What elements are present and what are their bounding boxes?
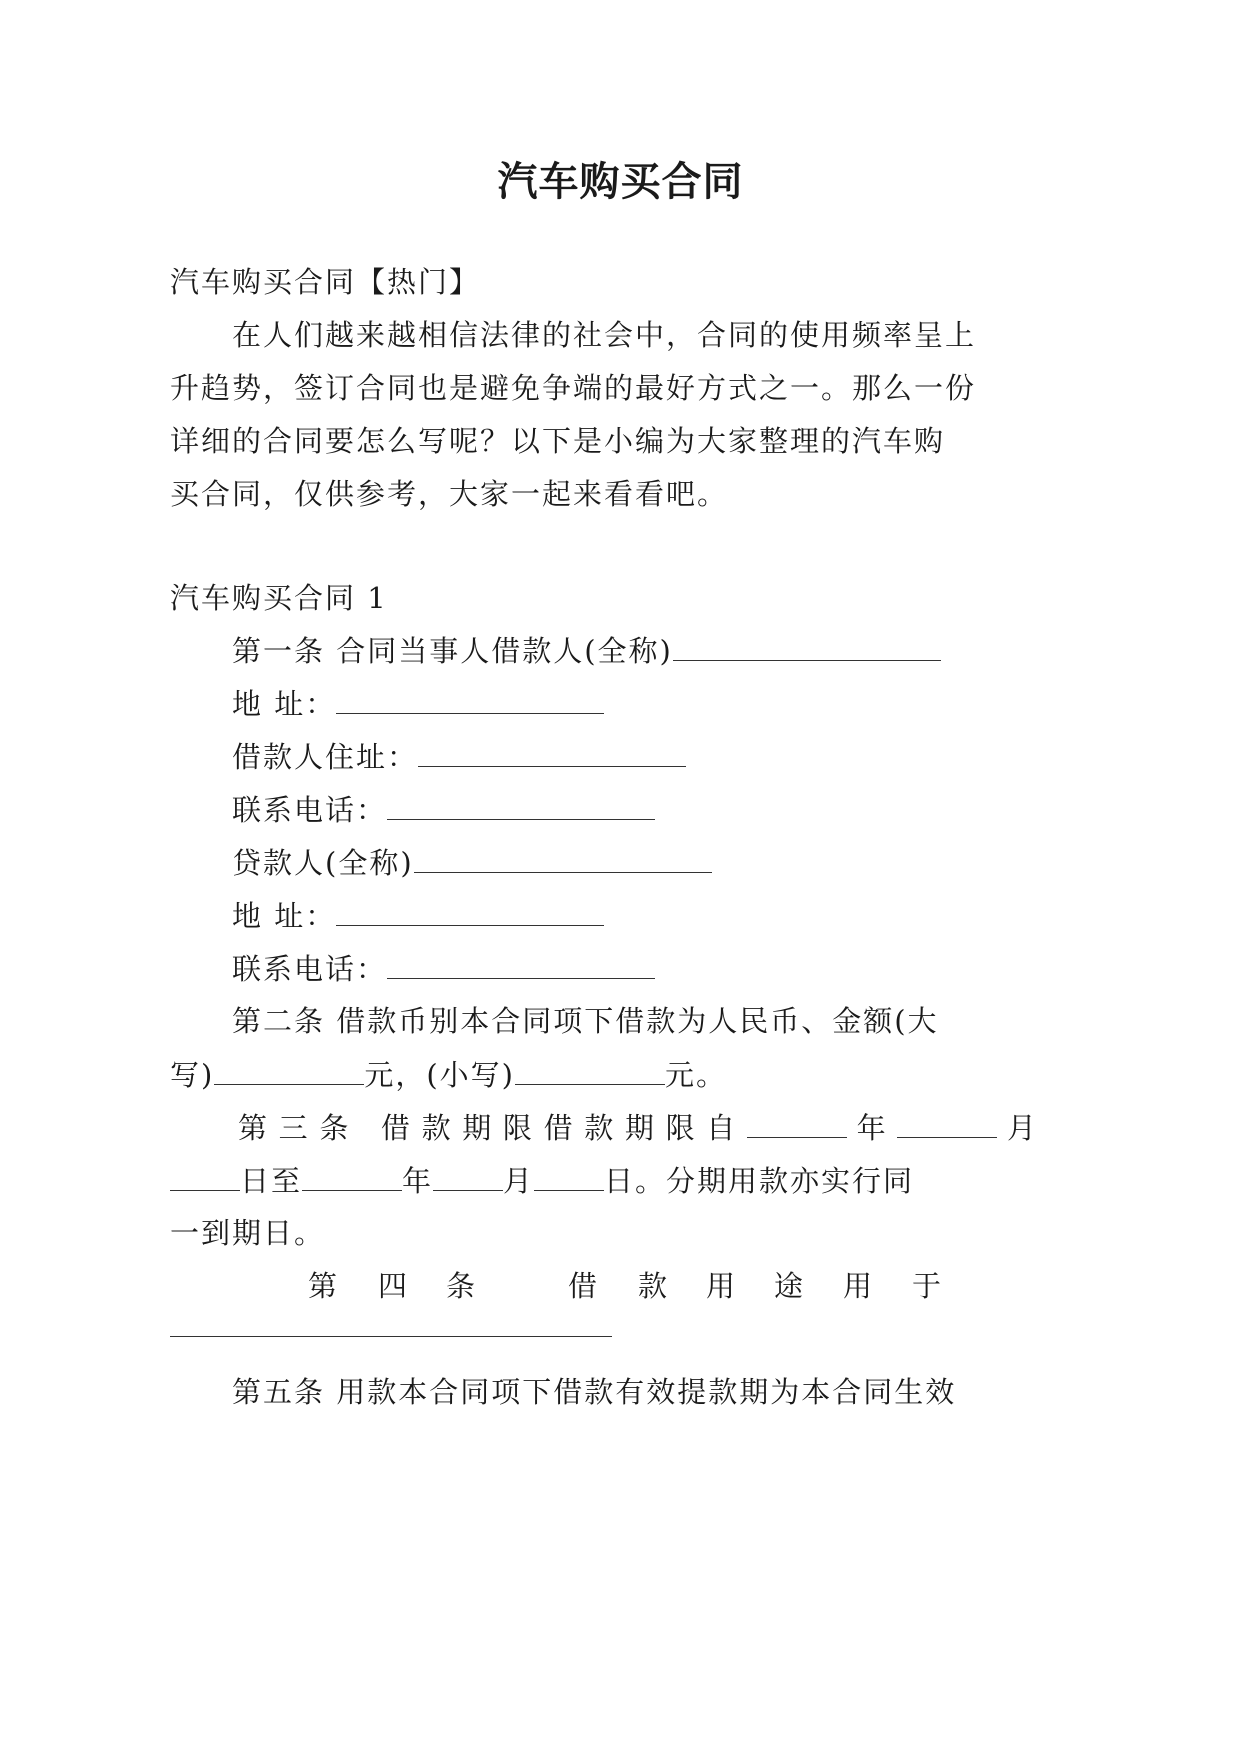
lender-address-label: 地 址： xyxy=(232,899,337,933)
article3-month: 月 xyxy=(997,1111,1038,1145)
article1-label: 第一条 合同当事人借款人(全称) xyxy=(232,634,673,668)
article4-word-5: 款 xyxy=(638,1269,670,1303)
intro-line-3: 详细的合同要怎么写呢？以下是小编为大家整理的汽车购 xyxy=(170,424,946,458)
document-title: 汽车购买合同 xyxy=(497,159,744,205)
borrower-address-blank[interactable] xyxy=(336,683,604,714)
article4-word-4: 借 xyxy=(568,1269,600,1303)
document-subtitle: 汽车购买合同【热门】 xyxy=(170,265,481,299)
article4-word-7: 途 xyxy=(774,1269,806,1303)
end-day-blank[interactable] xyxy=(534,1160,604,1191)
lender-label: 贷款人(全称) xyxy=(232,846,414,880)
article1-lender-phone-line xyxy=(232,948,655,989)
article1-borrower-line xyxy=(232,630,941,671)
loan-purpose-blank[interactable] xyxy=(170,1336,612,1337)
lender-phone-blank[interactable] xyxy=(387,948,655,979)
amount-lowercase-blank[interactable] xyxy=(515,1054,665,1085)
borrower-name-blank[interactable] xyxy=(673,630,941,661)
borrower-residence-blank[interactable] xyxy=(418,736,686,767)
article4-word-6: 用 xyxy=(706,1269,738,1303)
article3-day-to: 日至 xyxy=(240,1164,303,1198)
article3-line-1 xyxy=(238,1107,1038,1148)
article1-borrower-residence-line xyxy=(232,736,686,777)
end-year-blank[interactable] xyxy=(302,1160,402,1191)
start-month-blank[interactable] xyxy=(897,1107,997,1138)
article3-month2: 月 xyxy=(503,1164,535,1198)
article3-year2: 年 xyxy=(402,1164,434,1198)
article4-word-8: 用 xyxy=(843,1269,875,1303)
article2-line-1: 第二条 借款币别本合同项下借款为人民币、金额(大 xyxy=(232,1004,939,1038)
article2-part-b: 元，(小写) xyxy=(364,1058,515,1092)
article3-year: 年 xyxy=(846,1111,898,1145)
article2-line-2 xyxy=(170,1054,727,1095)
borrower-phone-label: 联系电话： xyxy=(232,793,388,827)
lender-address-blank[interactable] xyxy=(336,895,604,926)
start-day-blank[interactable] xyxy=(170,1160,240,1191)
intro-line-1: 在人们越来越相信法律的社会中，合同的使用频率呈上 xyxy=(232,318,977,352)
article1-borrower-address-line xyxy=(232,683,604,724)
article4-word-2: 四 xyxy=(378,1269,410,1303)
lender-name-blank[interactable] xyxy=(414,842,712,873)
amount-uppercase-blank[interactable] xyxy=(214,1054,364,1085)
intro-line-2: 升趋势，签订合同也是避免争端的最好方式之一。那么一份 xyxy=(170,371,977,405)
article5-line-1: 第五条 用款本合同项下借款有效提款期为本合同生效 xyxy=(232,1375,957,1409)
article1-lender-address-line xyxy=(232,895,604,936)
intro-line-4: 买合同，仅供参考，大家一起来看看吧。 xyxy=(170,477,729,511)
article4-word-1: 第 xyxy=(308,1269,340,1303)
article1-borrower-phone-line xyxy=(232,789,655,830)
section-title: 汽车购买合同 1 xyxy=(170,581,388,615)
borrower-phone-blank[interactable] xyxy=(387,789,655,820)
borrower-residence-label: 借款人住址： xyxy=(232,740,419,774)
article3-line-2 xyxy=(170,1160,914,1201)
article3-day-end: 日。分期用款亦实行同 xyxy=(604,1164,915,1198)
article2-part-c: 元。 xyxy=(664,1058,727,1092)
start-year-blank[interactable] xyxy=(747,1107,847,1138)
article3-line-3: 一到期日。 xyxy=(170,1216,326,1250)
end-month-blank[interactable] xyxy=(433,1160,503,1191)
lender-phone-label: 联系电话： xyxy=(232,952,388,986)
article4-word-9: 于 xyxy=(912,1269,944,1303)
article2-part-a: 写) xyxy=(170,1058,215,1092)
article3-label: 第三条 借款期限借款期限自 xyxy=(238,1111,747,1145)
article1-lender-line xyxy=(232,842,712,883)
borrower-address-label: 地 址： xyxy=(232,687,337,721)
article4-word-3: 条 xyxy=(446,1269,478,1303)
